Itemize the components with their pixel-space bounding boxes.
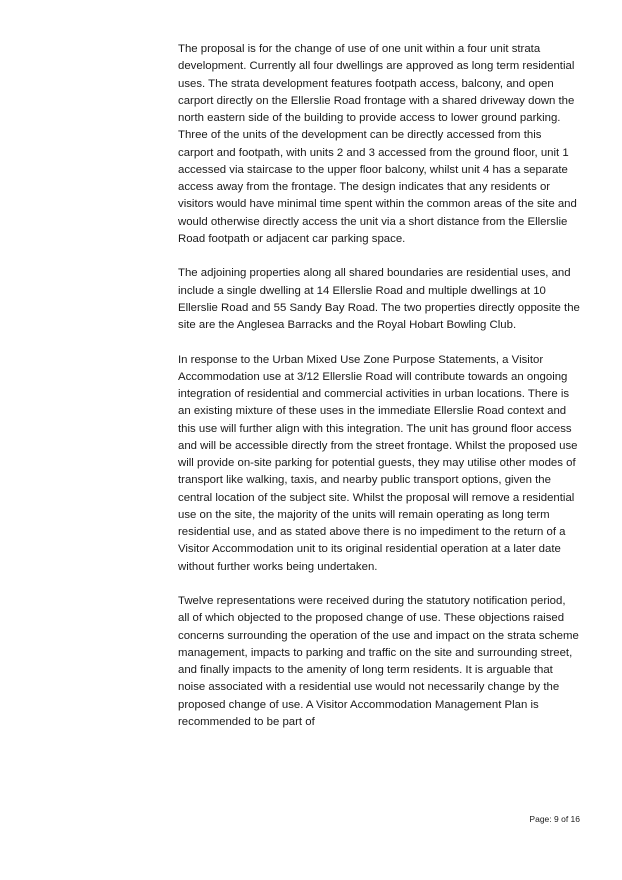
paragraph-zone-purpose: In response to the Urban Mixed Use Zone Purpose Statements, a Visitor Accommodation use at 3/12 Ellerslie Road will contribute towards an ongoing integration of residential and commercial activities in urban locations. There is an existing mixture of these uses in the immediate Ellerslie Road context and this use will further align with this integration. The unit has ground floor access and will be accessible directly from the street frontage. Whilst the proposed use will provide on-site parking for potential guests, they may utilise other modes of transport like walking, taxis, and nearby public transport options, given the central location of the subject site. Whilst the proposal will remove a residential use on the site, the majority of the units will remain operating as long term residential use, and as stated above there is no impediment to the return of a Visitor Accommodation unit to its original residential operation at a later date without further works being undertaken. — [178, 353, 578, 573]
page-number: Page: 9 of 16 — [529, 814, 580, 824]
paragraph-proposal: The proposal is for the change of use of one unit within a four unit strata development. Currently all four dwellings are approved as long term residential uses. The strata development features footpath access, balcony, and open carport directly on the Ellerslie Road frontage with a shared driveway down the north eastern side of the building to provide access to lower ground parking. Three of the units of the development can be directly accessed from this carport and footpath, with units 2 and 3 accessed from the ground floor, unit 1 accessed via staircase to the upper floor balcony, whilst unit 4 has a separate access away from the frontage. The design indicates that any residents or visitors would have minimal time spent within the common areas of the site and would otherwise directly access the unit via a short distance from the Ellerslie Road footpath or adjacent car parking space. — [178, 43, 577, 245]
paragraph-adjoining-properties: The adjoining properties along all shared boundaries are residential uses, and include a single dwelling at 14 Ellerslie Road and multiple dwellings at 10 Ellerslie Road and 55 Sandy Bay Road. The two properties directly opposite the site are the Anglesea Barracks and the Royal Hobart Bowling Club. — [178, 267, 580, 331]
document-body — [178, 41, 580, 748]
paragraph-representations: Twelve representations were received during the statutory notification period, all of which objected to the proposed change of use. These objections raised concerns surrounding the operation of the use and impact on the strata scheme management, impacts to parking and traffic on the site and surrounding street, and finally impacts to the amenity of long term residents. It is arguable that noise associated with a residential use would not necessarily change by the proposed change of use. A Visitor Accommodation Management Plan is recommended to be part of — [178, 595, 579, 728]
